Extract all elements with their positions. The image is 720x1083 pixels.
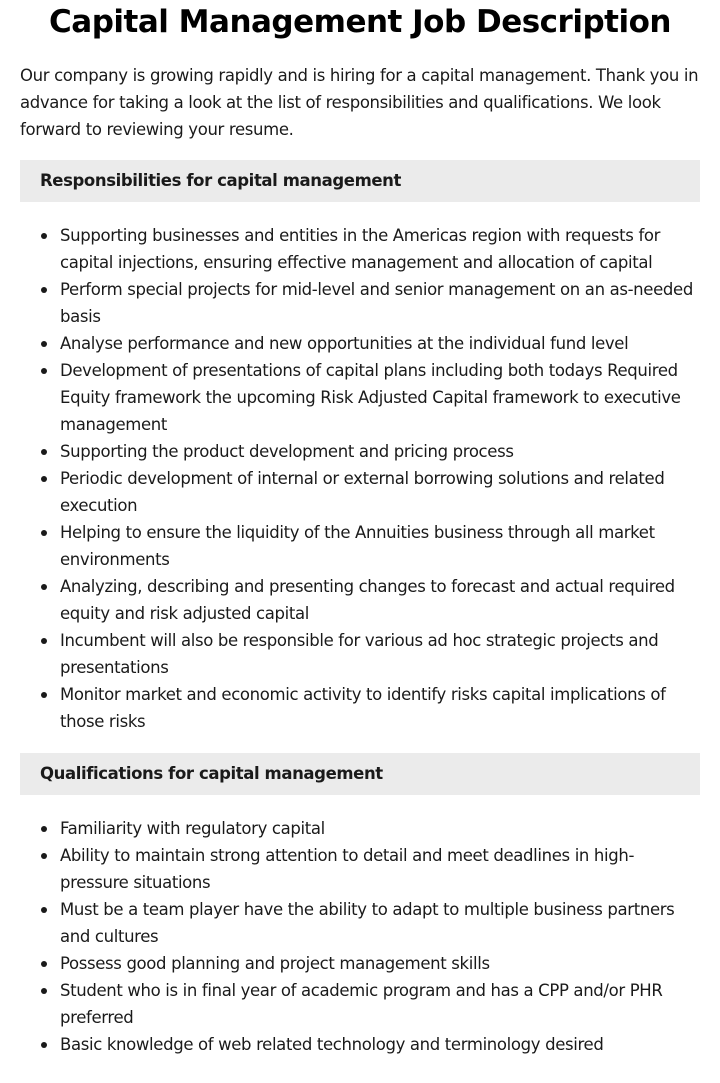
- list-item-text: Basic knowledge of web related technology and terminology desired: [60, 1035, 604, 1054]
- bullet-icon: [41, 530, 47, 536]
- list-item-text: Familiarity with regulatory capital: [60, 819, 325, 838]
- bullet-icon: [41, 907, 47, 913]
- list-item-text: Supporting businesses and entities in the Americas region with requests for capital injections, ensuring effective management and allocation of capital: [60, 226, 661, 272]
- list-item-text: Ability to maintain strong attention to detail and meet deadlines in high-pressure situations: [60, 846, 635, 892]
- list-item: [20, 573, 700, 627]
- list-item: [20, 222, 700, 276]
- responsibilities-list: [20, 222, 700, 735]
- bullet-icon: [41, 853, 47, 859]
- list-item-text: Perform special projects for mid-level and senior management on an as-needed basis: [60, 280, 693, 326]
- bullet-icon: [41, 1042, 47, 1048]
- list-item: [20, 519, 700, 573]
- list-item: [20, 950, 700, 977]
- list-item-text: Monitor market and economic activity to identify risks capital implications of those risks: [60, 685, 666, 731]
- list-item-text: Student who is in final year of academic program and has a CPP and/or PHR preferred: [60, 981, 663, 1027]
- bullet-icon: [41, 449, 47, 455]
- bullet-icon: [41, 826, 47, 832]
- list-item: [20, 1031, 700, 1058]
- list-item: [20, 357, 700, 438]
- intro-paragraph: Our company is growing rapidly and is hiring for a capital management. Thank you in advance for taking a look at the list of responsibilities and qualifications. We look forward to reviewing your resume.: [20, 66, 699, 139]
- list-item: [20, 815, 700, 842]
- qualifications-header: Qualifications for capital management: [20, 753, 700, 795]
- list-item-text: Supporting the product development and pricing process: [60, 442, 514, 461]
- bullet-icon: [41, 233, 47, 239]
- list-item-text: Development of presentations of capital plans including both todays Required Equity framework the upcoming Risk Adjusted Capital framework to executive management: [60, 361, 681, 434]
- bullet-icon: [41, 476, 47, 482]
- bullet-icon: [41, 368, 47, 374]
- list-item: [20, 681, 700, 735]
- bullet-icon: [41, 692, 47, 698]
- list-item: [20, 842, 700, 896]
- page-title: Capital Management Job Description: [49, 4, 671, 40]
- list-item: [20, 438, 700, 465]
- bullet-icon: [41, 638, 47, 644]
- list-item-text: Must be a team player have the ability to adapt to multiple business partners and cultures: [60, 900, 675, 946]
- list-item: [20, 465, 700, 519]
- list-item-text: Periodic development of internal or external borrowing solutions and related execution: [60, 469, 665, 515]
- bullet-icon: [41, 961, 47, 967]
- list-item-text: Analyse performance and new opportunities at the individual fund level: [60, 334, 629, 353]
- list-item: [20, 896, 700, 950]
- bullet-icon: [41, 988, 47, 994]
- list-item: [20, 977, 700, 1031]
- list-item: [20, 330, 700, 357]
- list-item: [20, 276, 700, 330]
- responsibilities-header: Responsibilities for capital management: [20, 160, 700, 202]
- qualifications-list: [20, 815, 700, 1058]
- bullet-icon: [41, 341, 47, 347]
- bullet-icon: [41, 584, 47, 590]
- list-item-text: Incumbent will also be responsible for various ad hoc strategic projects and presentations: [60, 631, 659, 677]
- list-item-text: Helping to ensure the liquidity of the Annuities business through all market environments: [60, 523, 655, 569]
- list-item-text: Analyzing, describing and presenting changes to forecast and actual required equity and risk adjusted capital: [60, 577, 675, 623]
- list-item: [20, 627, 700, 681]
- bullet-icon: [41, 287, 47, 293]
- list-item-text: Possess good planning and project management skills: [60, 954, 490, 973]
